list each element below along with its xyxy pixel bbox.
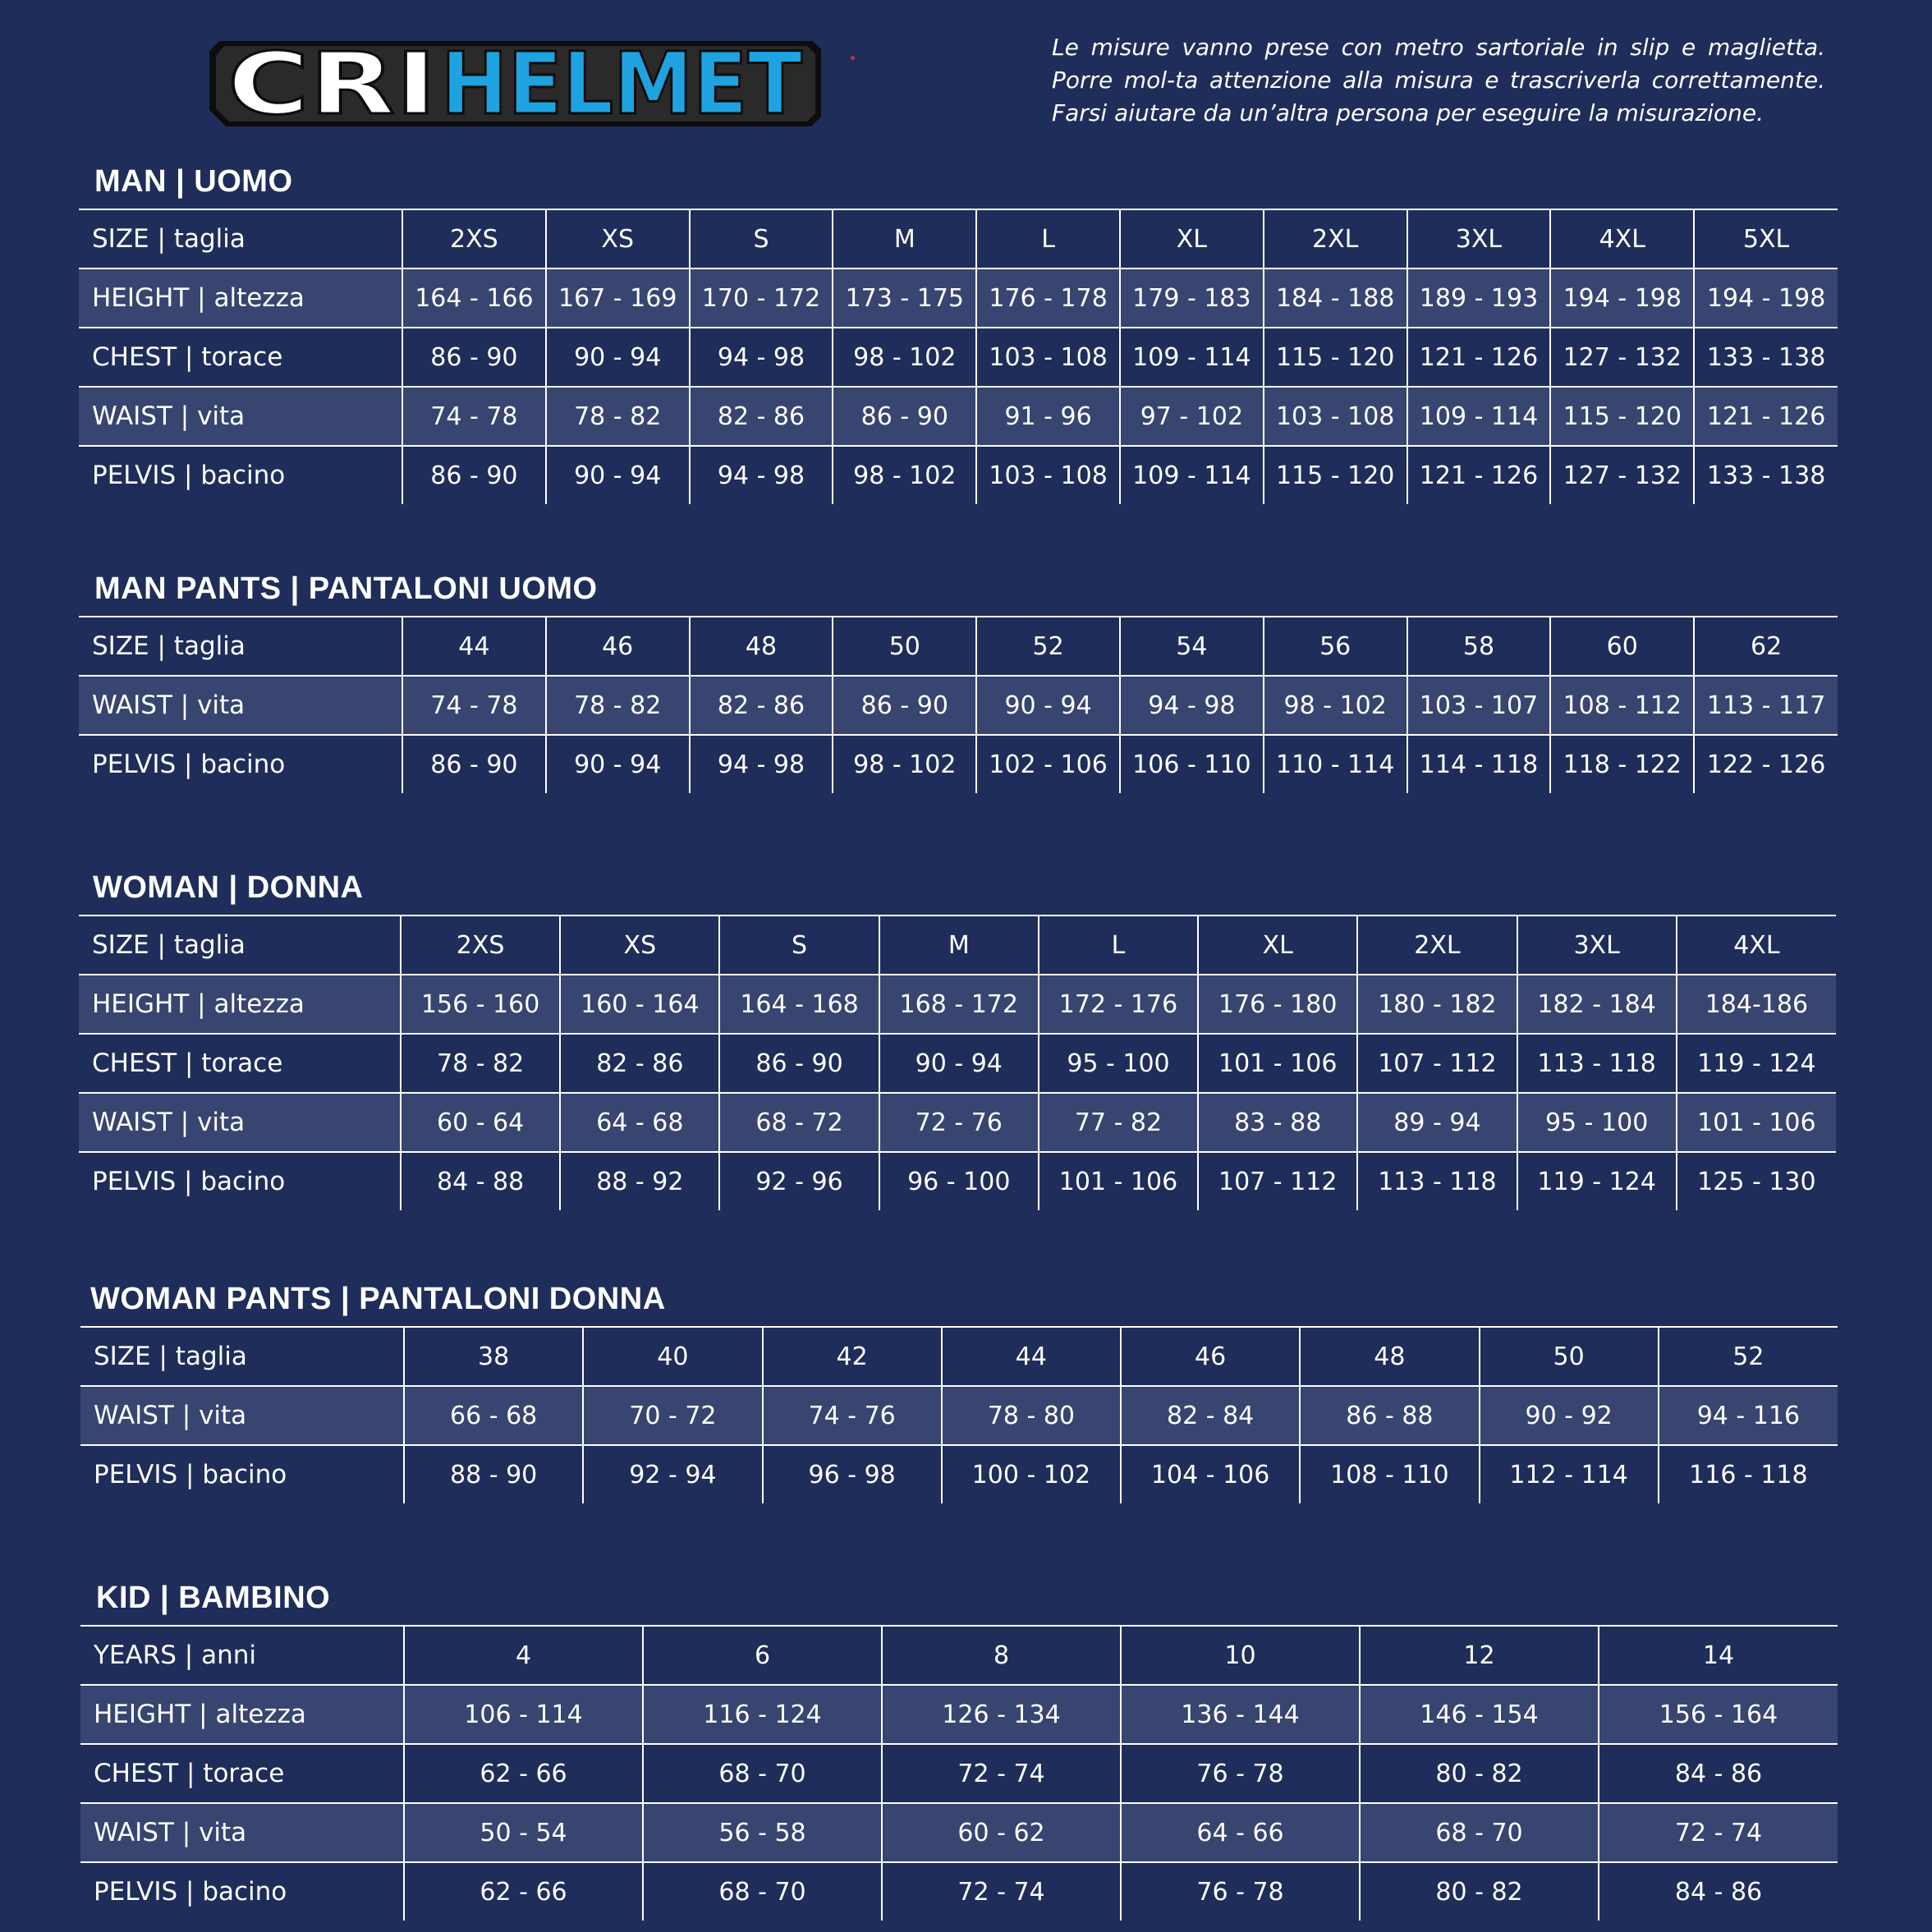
row-label: YEARS | anni	[80, 1626, 404, 1685]
measurement-cell: 108 - 110	[1300, 1445, 1479, 1503]
measurement-cell: 133 - 138	[1694, 328, 1838, 387]
measurement-cell: 82 - 86	[560, 1034, 719, 1093]
measurement-cell: 127 - 132	[1550, 328, 1694, 387]
measurement-cell: 68 - 70	[643, 1862, 882, 1921]
table-row	[80, 1803, 1838, 1862]
table-row	[79, 446, 1838, 504]
measurement-cell: 109 - 114	[1120, 446, 1264, 504]
size-header-cell: L	[976, 209, 1120, 268]
measurement-cell: 96 - 100	[879, 1152, 1039, 1210]
measurement-cell: 94 - 98	[690, 735, 833, 793]
table-row	[79, 268, 1838, 328]
row-label: CHEST | torace	[80, 1744, 404, 1803]
measurement-cell: 91 - 96	[976, 387, 1120, 446]
size-header-cell: M	[833, 209, 976, 268]
measurement-cell: 96 - 98	[763, 1445, 942, 1503]
measurement-cell: 72 - 76	[879, 1093, 1039, 1152]
measurement-cell: 86 - 90	[402, 328, 546, 387]
table-row	[79, 1152, 1836, 1210]
measurement-cell: 180 - 182	[1357, 975, 1517, 1034]
size-header-cell: 44	[402, 617, 546, 676]
measurement-cell: 94 - 98	[690, 328, 833, 387]
table-row	[79, 387, 1838, 446]
logo-accent-dot	[851, 56, 855, 60]
size-header-cell: 46	[1121, 1327, 1300, 1386]
measurement-cell: 86 - 90	[833, 387, 976, 446]
measurement-cell: 77 - 82	[1039, 1093, 1198, 1152]
measurement-cell: 103 - 108	[976, 446, 1120, 504]
measurement-cell: 106 - 110	[1120, 735, 1264, 793]
measurement-cell: 76 - 78	[1121, 1862, 1360, 1921]
measurement-cell: 115 - 120	[1550, 387, 1694, 446]
measurement-cell: 86 - 90	[833, 676, 976, 735]
measurement-cell: 83 - 88	[1198, 1093, 1357, 1152]
measurement-cell: 90 - 92	[1480, 1386, 1659, 1445]
size-table-woman	[79, 915, 1836, 1210]
measurement-cell: 80 - 82	[1360, 1862, 1599, 1921]
measurement-cell: 98 - 102	[833, 446, 976, 504]
size-header-cell: L	[1039, 916, 1198, 975]
measurement-cell: 146 - 154	[1360, 1685, 1599, 1744]
measurement-cell: 68 - 70	[643, 1744, 882, 1803]
measurement-cell: 182 - 184	[1517, 975, 1677, 1034]
measurement-cell: 92 - 94	[583, 1445, 762, 1503]
measurement-cell: 86 - 90	[719, 1034, 879, 1093]
measurement-cell: 114 - 118	[1407, 735, 1551, 793]
row-label: WAIST | vita	[80, 1386, 404, 1445]
measurement-cell: 164 - 168	[719, 975, 879, 1034]
measurement-cell: 136 - 144	[1121, 1685, 1360, 1744]
measurement-cell: 121 - 126	[1407, 328, 1551, 387]
measurement-cell: 127 - 132	[1550, 446, 1694, 504]
measurement-cell: 170 - 172	[690, 268, 833, 328]
measurement-cell: 90 - 94	[546, 328, 690, 387]
measurement-cell: 90 - 94	[546, 735, 690, 793]
size-header-cell: 48	[1300, 1327, 1479, 1386]
table-row	[79, 975, 1836, 1034]
size-header-cell: 3XL	[1407, 209, 1551, 268]
table-row	[79, 1034, 1836, 1093]
measurement-cell: 95 - 100	[1039, 1034, 1198, 1093]
size-header-cell: 5XL	[1694, 209, 1838, 268]
measurement-cell: 104 - 106	[1121, 1445, 1300, 1503]
measurement-cell: 168 - 172	[879, 975, 1039, 1034]
measurement-cell: 72 - 74	[1599, 1803, 1838, 1862]
measurement-cell: 176 - 178	[976, 268, 1120, 328]
size-table-kid	[80, 1625, 1838, 1921]
row-label: SIZE | taglia	[79, 617, 402, 676]
measurement-cell: 116 - 124	[643, 1685, 882, 1744]
measurement-cell: 68 - 72	[719, 1093, 879, 1152]
measurement-cell: 102 - 106	[976, 735, 1120, 793]
measurement-cell: 122 - 126	[1694, 735, 1838, 793]
measurement-cell: 60 - 64	[401, 1093, 560, 1152]
measurement-cell: 194 - 198	[1694, 268, 1838, 328]
size-header-cell: 40	[583, 1327, 762, 1386]
measurement-cell: 72 - 74	[882, 1744, 1121, 1803]
size-header-cell: 4	[404, 1626, 643, 1685]
measurement-cell: 97 - 102	[1120, 387, 1264, 446]
measurement-cell: 156 - 160	[401, 975, 560, 1034]
measurement-cell: 68 - 70	[1360, 1803, 1599, 1862]
measurement-cell: 92 - 96	[719, 1152, 879, 1210]
measurement-cell: 176 - 180	[1198, 975, 1357, 1034]
measurement-cell: 84 - 88	[401, 1152, 560, 1210]
measurement-cell: 94 - 98	[690, 446, 833, 504]
size-header-cell: S	[690, 209, 833, 268]
measurement-cell: 74 - 78	[402, 676, 546, 735]
measurement-cell: 84 - 86	[1599, 1744, 1838, 1803]
size-header-cell: 50	[1480, 1327, 1659, 1386]
measurement-cell: 116 - 118	[1659, 1445, 1838, 1503]
table-row	[80, 1862, 1838, 1921]
brand-logo-graphic	[209, 34, 821, 133]
measurement-cell: 118 - 122	[1550, 735, 1694, 793]
measurement-cell: 113 - 117	[1694, 676, 1838, 735]
size-header-cell: 58	[1407, 617, 1551, 676]
measurement-cell: 108 - 112	[1550, 676, 1694, 735]
measurement-cell: 82 - 86	[690, 676, 833, 735]
size-header-cell: 60	[1550, 617, 1694, 676]
measurement-cell: 56 - 58	[643, 1803, 882, 1862]
measurement-cell: 156 - 164	[1599, 1685, 1838, 1744]
measurement-cell: 74 - 76	[763, 1386, 942, 1445]
measurement-cell: 167 - 169	[546, 268, 690, 328]
brand-logo	[209, 34, 821, 133]
row-label: HEIGHT | altezza	[79, 268, 402, 328]
measurement-cell: 66 - 68	[404, 1386, 583, 1445]
table-row	[79, 1093, 1836, 1152]
section-title-kid: KID | BAMBINO	[96, 1581, 331, 1615]
section-title-man-pants: MAN PANTS | PANTALONI UOMO	[94, 571, 598, 606]
row-label: PELVIS | bacino	[80, 1862, 404, 1921]
size-header-cell: 44	[942, 1327, 1121, 1386]
size-header-cell: 3XL	[1517, 916, 1677, 975]
table-row	[80, 1445, 1838, 1503]
measurement-cell: 86 - 88	[1300, 1386, 1479, 1445]
row-label: CHEST | torace	[79, 328, 402, 387]
measurement-cell: 70 - 72	[583, 1386, 762, 1445]
size-header-cell: 38	[404, 1327, 583, 1386]
measurement-cell: 109 - 114	[1407, 387, 1551, 446]
measurement-cell: 88 - 90	[404, 1445, 583, 1503]
table-row	[79, 617, 1838, 676]
row-label: PELVIS | bacino	[80, 1445, 404, 1503]
measurement-cell: 90 - 94	[879, 1034, 1039, 1093]
measurement-cell: 110 - 114	[1264, 735, 1407, 793]
measurement-cell: 103 - 108	[1264, 387, 1407, 446]
logo-text-cri: CRI	[227, 34, 437, 133]
measurement-cell: 103 - 107	[1407, 676, 1551, 735]
size-header-cell: M	[879, 916, 1039, 975]
measurement-cell: 133 - 138	[1694, 446, 1838, 504]
measurement-cell: 184 - 188	[1264, 268, 1407, 328]
size-header-cell: XS	[560, 916, 719, 975]
measurement-cell: 103 - 108	[976, 328, 1120, 387]
measurement-cell: 76 - 78	[1121, 1744, 1360, 1803]
measurement-cell: 82 - 84	[1121, 1386, 1300, 1445]
measurement-cell: 72 - 74	[882, 1862, 1121, 1921]
measurement-cell: 64 - 66	[1121, 1803, 1360, 1862]
measurement-cell: 112 - 114	[1480, 1445, 1659, 1503]
measurement-cell: 107 - 112	[1357, 1034, 1517, 1093]
row-label: WAIST | vita	[79, 387, 402, 446]
measurement-cell: 86 - 90	[402, 735, 546, 793]
table-row	[79, 209, 1838, 268]
measurement-cell: 119 - 124	[1677, 1034, 1836, 1093]
measurement-cell: 60 - 62	[882, 1803, 1121, 1862]
logo-text-helmet: HELMET	[441, 34, 803, 133]
size-table-woman-pants	[80, 1326, 1838, 1503]
size-header-cell: 42	[763, 1327, 942, 1386]
section-title-woman: WOMAN | DONNA	[93, 870, 364, 905]
measurement-cell: 125 - 130	[1677, 1152, 1836, 1210]
size-header-cell: XL	[1198, 916, 1357, 975]
measurement-cell: 78 - 80	[942, 1386, 1121, 1445]
measurement-cell: 89 - 94	[1357, 1093, 1517, 1152]
measurement-cell: 98 - 102	[833, 328, 976, 387]
measurement-cell: 194 - 198	[1550, 268, 1694, 328]
row-label: CHEST | torace	[79, 1034, 401, 1093]
measurement-cell: 101 - 106	[1039, 1152, 1198, 1210]
section-title-man: MAN | UOMO	[94, 164, 293, 199]
size-header-cell: 12	[1360, 1626, 1599, 1685]
size-header-cell: 2XS	[401, 916, 560, 975]
row-label: SIZE | taglia	[79, 209, 402, 268]
row-label: HEIGHT | altezza	[79, 975, 401, 1034]
row-label: SIZE | taglia	[79, 916, 401, 975]
measurement-cell: 62 - 66	[404, 1862, 643, 1921]
size-header-cell: 4XL	[1677, 916, 1836, 975]
measurement-cell: 95 - 100	[1517, 1093, 1677, 1152]
measurement-cell: 172 - 176	[1039, 975, 1198, 1034]
measurement-cell: 101 - 106	[1677, 1093, 1836, 1152]
measurement-cell: 50 - 54	[404, 1803, 643, 1862]
size-header-cell: 52	[1659, 1327, 1838, 1386]
row-label: SIZE | taglia	[80, 1327, 404, 1386]
size-header-cell: XL	[1120, 209, 1264, 268]
measurement-cell: 113 - 118	[1517, 1034, 1677, 1093]
measurement-cell: 98 - 102	[833, 735, 976, 793]
table-row	[80, 1327, 1838, 1386]
size-header-cell: 56	[1264, 617, 1407, 676]
measurement-cell: 121 - 126	[1694, 387, 1838, 446]
table-row	[80, 1744, 1838, 1803]
measurement-cell: 119 - 124	[1517, 1152, 1677, 1210]
row-label: WAIST | vita	[79, 676, 402, 735]
measurement-cell: 62 - 66	[404, 1744, 643, 1803]
size-table-man	[79, 209, 1838, 504]
table-row	[80, 1685, 1838, 1744]
size-header-cell: XS	[546, 209, 690, 268]
measurement-cell: 160 - 164	[560, 975, 719, 1034]
measurement-cell: 78 - 82	[546, 387, 690, 446]
measurement-cell: 106 - 114	[404, 1685, 643, 1744]
measurement-cell: 82 - 86	[690, 387, 833, 446]
row-label: PELVIS | bacino	[79, 1152, 401, 1210]
measurement-cell: 173 - 175	[833, 268, 976, 328]
row-label: PELVIS | bacino	[79, 735, 402, 793]
measurement-cell: 184-186	[1677, 975, 1836, 1034]
size-header-cell: 2XL	[1264, 209, 1407, 268]
size-header-cell: 62	[1694, 617, 1838, 676]
measurement-cell: 109 - 114	[1120, 328, 1264, 387]
row-label: WAIST | vita	[79, 1093, 401, 1152]
measurement-cell: 126 - 134	[882, 1685, 1121, 1744]
measurement-cell: 189 - 193	[1407, 268, 1551, 328]
measurement-cell: 101 - 106	[1198, 1034, 1357, 1093]
measurement-cell: 100 - 102	[942, 1445, 1121, 1503]
row-label: WAIST | vita	[80, 1803, 404, 1862]
size-header-cell: S	[719, 916, 879, 975]
measurement-cell: 80 - 82	[1360, 1744, 1599, 1803]
measurement-cell: 90 - 94	[976, 676, 1120, 735]
measurement-cell: 78 - 82	[401, 1034, 560, 1093]
measurement-cell: 84 - 86	[1599, 1862, 1838, 1921]
size-header-cell: 2XS	[402, 209, 546, 268]
size-header-cell: 46	[546, 617, 690, 676]
table-row	[80, 1386, 1838, 1445]
section-title-woman-pants: WOMAN PANTS | PANTALONI DONNA	[90, 1282, 666, 1316]
size-header-cell: 54	[1120, 617, 1264, 676]
measurement-cell: 121 - 126	[1407, 446, 1551, 504]
measurement-cell: 113 - 118	[1357, 1152, 1517, 1210]
size-header-cell: 2XL	[1357, 916, 1517, 975]
measurement-cell: 78 - 82	[546, 676, 690, 735]
measurement-instructions: Le misure vanno prese con metro sartoriale in slip e maglietta. Porre mol-ta attenzione alla misura e trascriverla correttamente. Farsi aiutare da un’altra persona per eseguire la misurazione.	[1052, 34, 1825, 126]
measurement-cell: 115 - 120	[1264, 446, 1407, 504]
table-row	[79, 916, 1836, 975]
size-header-cell: 52	[976, 617, 1120, 676]
measurement-cell: 107 - 112	[1198, 1152, 1357, 1210]
measurement-cell: 164 - 166	[402, 268, 546, 328]
size-header-cell: 4XL	[1550, 209, 1694, 268]
measurement-cell: 179 - 183	[1120, 268, 1264, 328]
table-row	[79, 328, 1838, 387]
table-row	[79, 735, 1838, 793]
measurement-cell: 88 - 92	[560, 1152, 719, 1210]
size-header-cell: 8	[882, 1626, 1121, 1685]
size-header-cell: 50	[833, 617, 976, 676]
row-label: PELVIS | bacino	[79, 446, 402, 504]
measurement-cell: 98 - 102	[1264, 676, 1407, 735]
measurement-cell: 90 - 94	[546, 446, 690, 504]
size-header-cell: 10	[1121, 1626, 1360, 1685]
measurement-cell: 115 - 120	[1264, 328, 1407, 387]
table-row	[80, 1626, 1838, 1685]
row-label: HEIGHT | altezza	[80, 1685, 404, 1744]
size-header-cell: 48	[690, 617, 833, 676]
size-header-cell: 6	[643, 1626, 882, 1685]
measurement-cell: 94 - 98	[1120, 676, 1264, 735]
size-table-man-pants	[79, 616, 1838, 793]
measurement-cell: 94 - 116	[1659, 1386, 1838, 1445]
table-row	[79, 676, 1838, 735]
measurement-cell: 74 - 78	[402, 387, 546, 446]
measurement-cell: 86 - 90	[402, 446, 546, 504]
measurement-cell: 64 - 68	[560, 1093, 719, 1152]
size-header-cell: 14	[1599, 1626, 1838, 1685]
